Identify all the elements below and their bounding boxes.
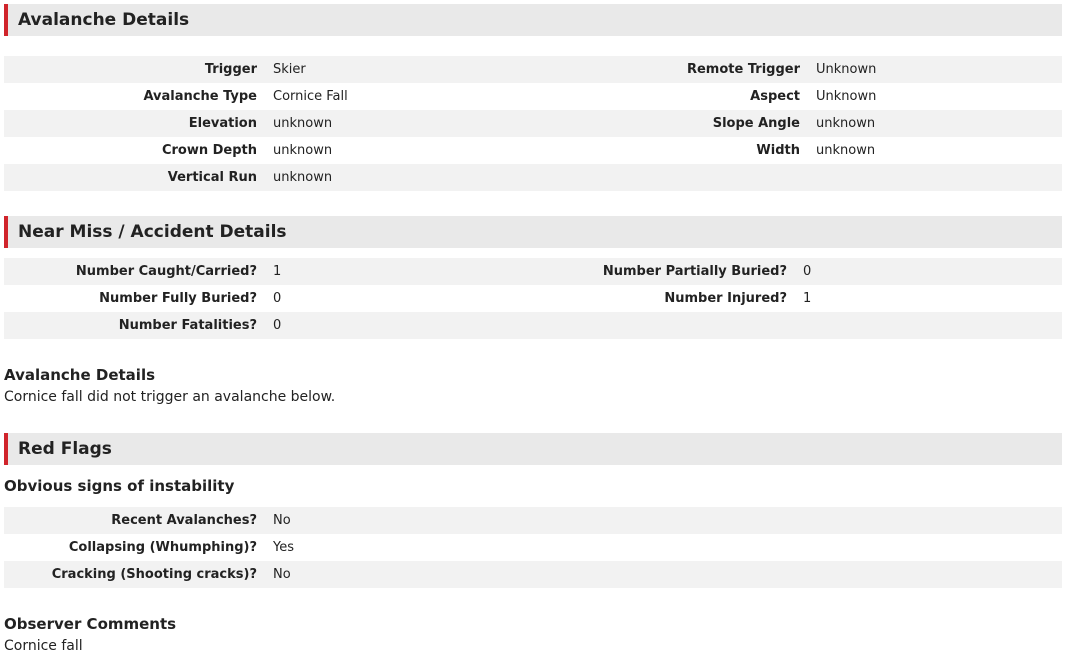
field-value: 0 <box>273 291 282 306</box>
field-value: Yes <box>273 540 294 555</box>
red-flags-subheading: Obvious signs of instability <box>4 477 235 495</box>
table-row <box>4 285 1062 312</box>
near-miss-grid <box>4 258 1062 339</box>
near-miss-header <box>4 216 1062 248</box>
field-label: Recent Avalanches? <box>111 513 257 528</box>
field-value: unknown <box>273 170 333 185</box>
field-value: unknown <box>273 143 333 158</box>
field-value: No <box>273 513 291 528</box>
field-value: unknown <box>816 143 876 158</box>
field-value: unknown <box>273 116 333 131</box>
field-label: Avalanche Type <box>143 89 257 104</box>
section-title: Near Miss / Accident Details <box>18 222 287 242</box>
red-flags-header <box>4 433 1062 465</box>
table-row <box>4 507 1062 534</box>
section-title: Red Flags <box>18 439 112 459</box>
field-value: 0 <box>803 264 812 279</box>
field-value: unknown <box>816 116 876 131</box>
field-label: Slope Angle <box>712 116 800 131</box>
table-row <box>4 56 1062 83</box>
field-label: Number Caught/Carried? <box>75 264 257 279</box>
field-value: Unknown <box>816 89 877 104</box>
field-label: Vertical Run <box>167 170 257 185</box>
table-row <box>4 110 1062 137</box>
observer-comments-text: Cornice fall <box>4 638 83 654</box>
field-label: Cracking (Shooting cracks)? <box>51 567 257 582</box>
table-row <box>4 561 1062 588</box>
field-value: 1 <box>273 264 282 279</box>
field-label: Number Injured? <box>664 291 787 306</box>
field-value: Unknown <box>816 62 877 77</box>
table-row <box>4 258 1062 285</box>
red-flags-grid <box>4 507 1062 588</box>
table-row <box>4 534 1062 561</box>
field-label: Trigger <box>204 62 257 77</box>
field-value: 1 <box>803 291 812 306</box>
avalanche-details-header <box>4 4 1062 36</box>
field-label: Remote Trigger <box>686 62 800 77</box>
observer-comments-heading: Observer Comments <box>4 615 177 633</box>
field-label: Crown Depth <box>161 143 257 158</box>
avalanche-notes-heading: Avalanche Details <box>4 366 156 384</box>
avalanche-notes-text: Cornice fall did not trigger an avalanche below. <box>4 389 336 405</box>
field-value: Skier <box>273 62 306 77</box>
field-label: Number Fully Buried? <box>99 291 257 306</box>
field-label: Elevation <box>188 116 257 131</box>
field-label: Number Partially Buried? <box>602 264 787 279</box>
field-label: Aspect <box>750 89 800 104</box>
field-value: Cornice Fall <box>273 89 348 104</box>
section-title: Avalanche Details <box>18 10 190 30</box>
field-label: Collapsing (Whumphing)? <box>68 540 257 555</box>
table-row <box>4 312 1062 339</box>
table-row <box>4 164 1062 191</box>
field-label: Number Fatalities? <box>118 318 257 333</box>
table-row <box>4 83 1062 110</box>
field-value: 0 <box>273 318 282 333</box>
field-label: Width <box>756 143 800 158</box>
avalanche-details-grid <box>4 56 1062 191</box>
table-row <box>4 137 1062 164</box>
field-value: No <box>273 567 291 582</box>
